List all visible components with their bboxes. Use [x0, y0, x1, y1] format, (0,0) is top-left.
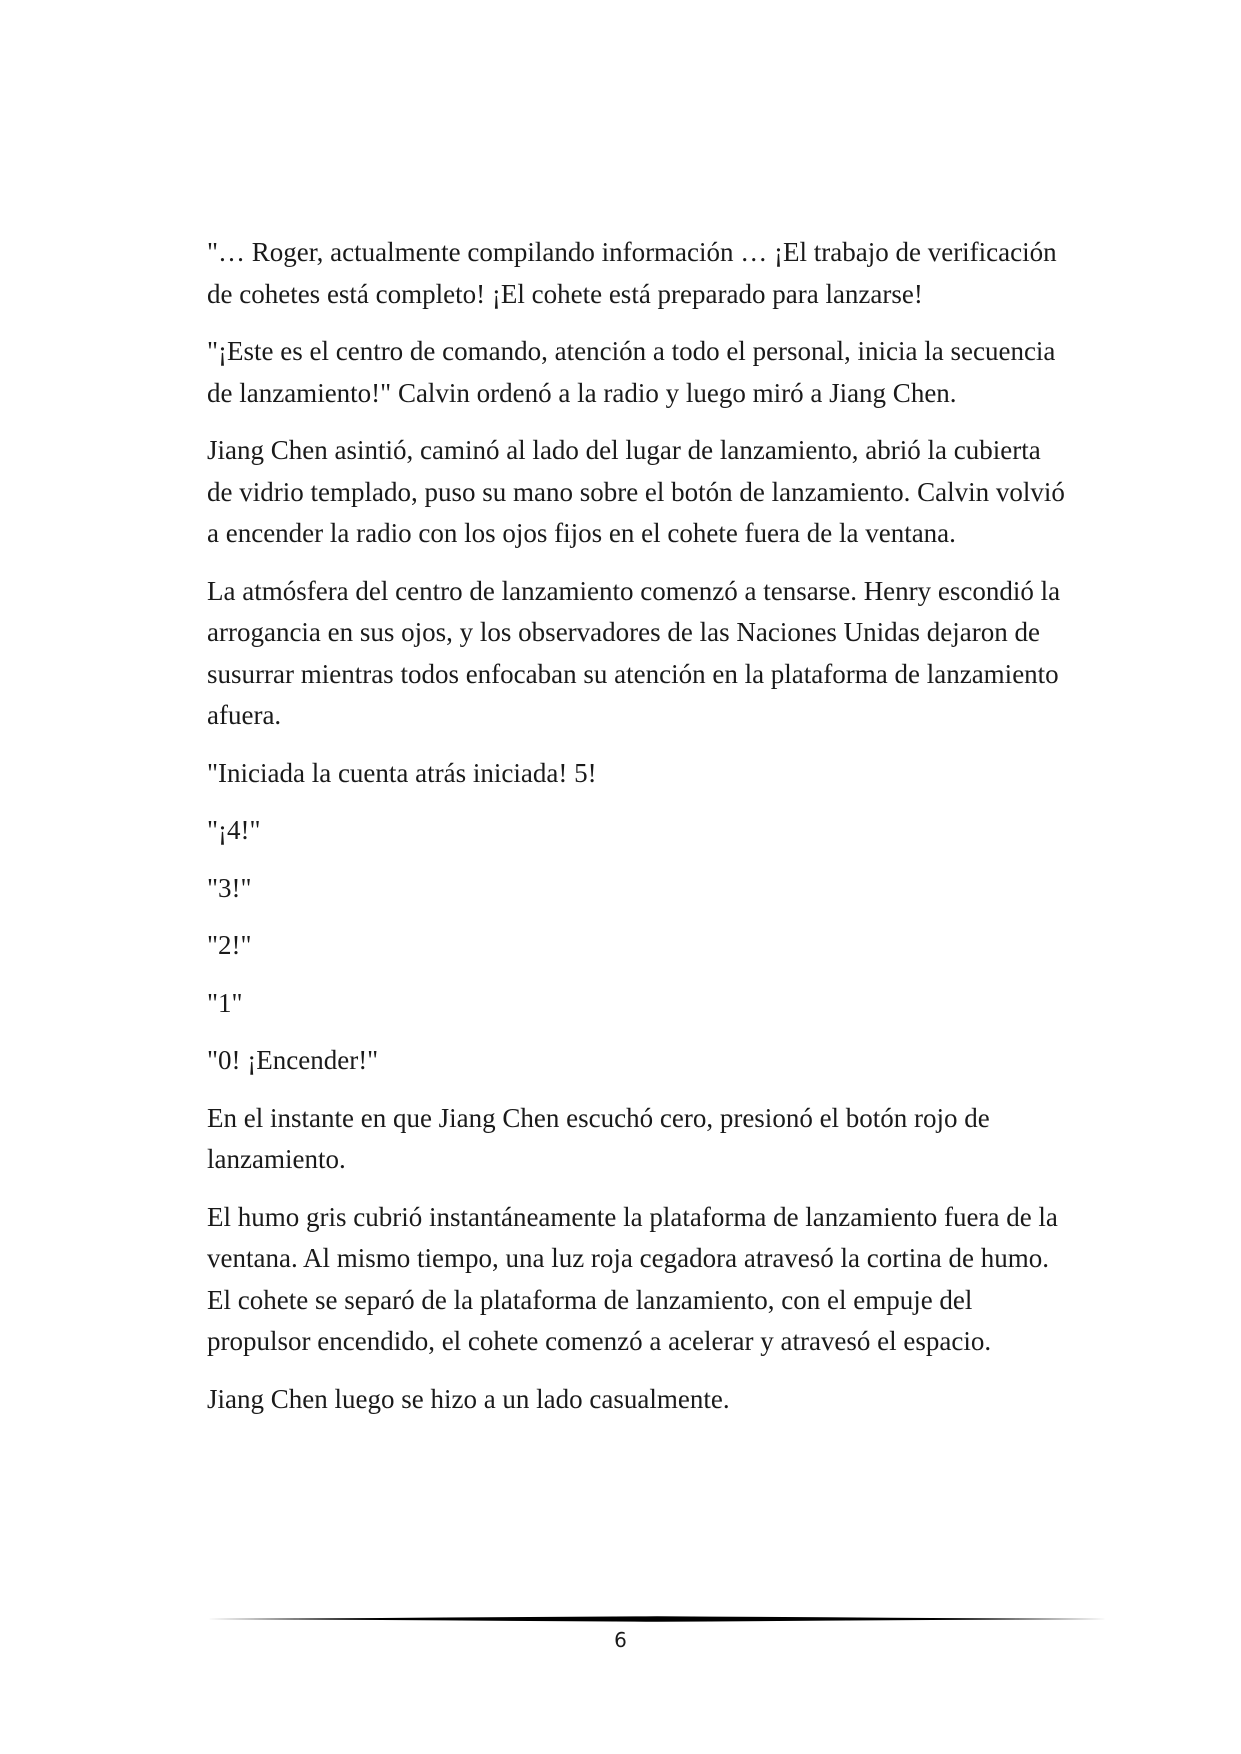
- paragraph: En el instante en que Jiang Chen escuchó cero, presionó el botón rojo de lanzamiento.: [207, 1102, 990, 1174]
- paragraph: "0! ¡Encender!": [207, 1045, 379, 1075]
- body-text: [207, 232, 1067, 1436]
- paragraph: "Iniciada la cuenta atrás iniciada! 5!: [207, 757, 597, 788]
- page-number: 6: [614, 1628, 627, 1652]
- paragraph: "2!": [207, 930, 252, 960]
- paragraph: "¡Este es el centro de comando, atención a todo el personal, inicia la secuencia de lanzamiento!" Calvin ordenó a la radio y luego miró a Jiang Chen.: [207, 336, 1056, 408]
- paragraph: "1": [207, 987, 243, 1018]
- paragraph: "¡4!": [207, 815, 261, 845]
- paragraph: El humo gris cubrió instantáneamente la plataforma de lanzamiento fuera de la ventana. Al mismo tiempo, una luz roja cegadora atravesó la cortina de humo. El cohete se separó de la plataforma de lanzamiento, con el empuje del propulsor encendido, el cohete comenzó a acelerar y atravesó el espacio.: [207, 1201, 1058, 1356]
- paragraph: Jiang Chen luego se hizo a un lado casualmente.: [207, 1383, 730, 1414]
- paragraph: Jiang Chen asintió, caminó al lado del lugar de lanzamiento, abrió la cubierta de vidrio templado, puso su mano sobre el botón de lanzamiento. Calvin volvió a encender la radio con los ojos fijos en el cohete fuera de la ventana.: [207, 435, 1065, 548]
- paragraph: "… Roger, actualmente compilando información … ¡El trabajo de verificación de cohetes está completo! ¡El cohete está preparado para lanzarse!: [207, 237, 1057, 309]
- paragraph: La atmósfera del centro de lanzamiento comenzó a tensarse. Henry escondió la arrogancia en sus ojos, y los observadores de las Naciones Unidas dejaron de susurrar mientras todos enfocaban su atención en la plataforma de lanzamiento afuera.: [207, 575, 1061, 730]
- footer-divider-stroke: [207, 1616, 1107, 1622]
- footer-divider: [207, 1612, 1107, 1626]
- paragraph: "3!": [207, 872, 252, 903]
